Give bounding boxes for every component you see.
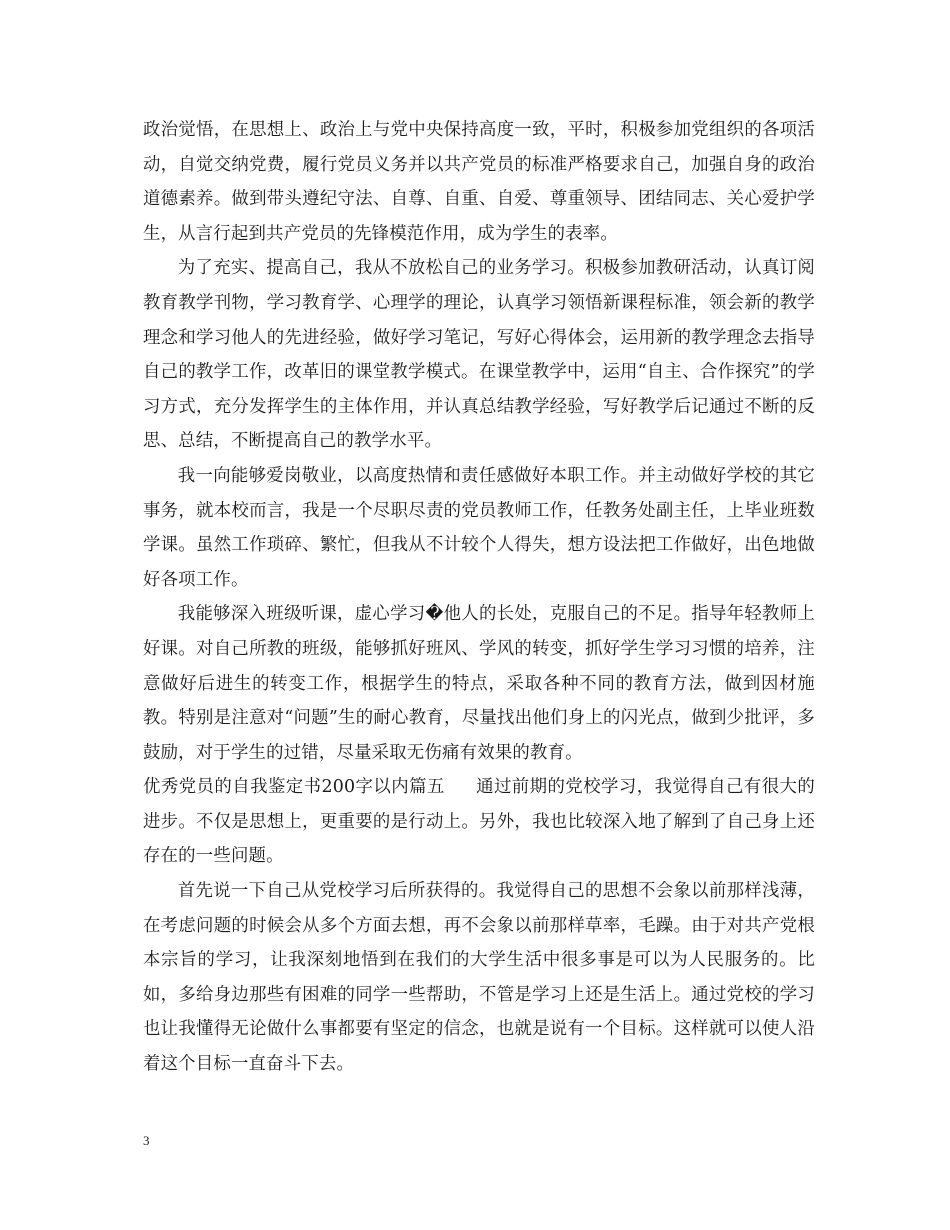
paragraph-3: 我一向能够爱岗敬业，以高度热情和责任感做好本职工作。并主动做好学校的其它事务，就本校而言，我是一个尽职尽责的党员教师工作，任教务处副主任，上毕业班数学课。虽然工作琐碎、繁忙，但我从不计较个人得失，想方设法把工作做好，出色地做好各项工作。 bbox=[143, 465, 815, 590]
page-number: 3 bbox=[143, 1133, 150, 1148]
paragraph-5-text: 通过前期的党校学习，我觉得自己有很大的进步。不仅是思想上，更重要的是行动上。另外，我也比较深入地了解到了自己身上还存在的一些问题。 bbox=[143, 777, 815, 867]
paragraph-5 bbox=[143, 770, 815, 874]
section-title: 优秀党员的自我鉴定书200字以内篇五 bbox=[143, 777, 445, 798]
document-body bbox=[143, 113, 815, 1082]
paragraph-1: 政治觉悟，在思想上、政治上与党中央保持高度一致，平时，积极参加党组织的各项活动，自觉交纳党费，履行党员义务并以共产党员的标准严格要求自己，加强自身的政治道德素养。做到带头遵纪守法、自尊、自重、自爱、尊重领导、团结同志、关心爱护学生，从言行起到共产党员的先锋模范作用，成为学生的表率。 bbox=[143, 120, 815, 244]
paragraph-2: 为了充实、提高自己，我从不放松自己的业务学习。积极参加教研活动，认真订阅教育教学刊物，学习教育学、心理学的理论，认真学习领悟新课程标准，领会新的教学理念和学习他人的先进经验，做好学习笔记，写好心得体会，运用新的教学理念去指导自己的教学工作，改革旧的课堂教学模式。在课堂教学中，运用“自主、合作探究”的学习方式，充分发挥学生的主体作用，并认真总结教学经验，写好教学后记通过不断的反思、总结，不断提高自己的教学水平。 bbox=[143, 258, 815, 452]
paragraph-6: 首先说一下自己从党校学习后所获得的。我觉得自己的思想不会象以前那样浅薄，在考虑问题的时候会从多个方面去想，再不会象以前那样草率，毛躁。由于对共产党根本宗旨的学习，让我深刻地悟到在我们的大学生活中很多事是可以为人民服务的。比如，多给身边那些有困难的同学一些帮助，不管是学习上还是生活上。通过党校的学习也让我懂得无论做什么事都要有坚定的信念，也就是说有一个目标。这样就可以使人沿着这个目标一直奋斗下去。 bbox=[143, 881, 815, 1075]
paragraph-4: 我能够深入班级听课，虚心学习�他人的长处，克服自己的不足。指导年轻教师上好课。对自己所教的班级，能够抓好班风、学风的转变，抓好学生学习习惯的培养，注意做好后进生的转变工作，根据学生的特点，采取各种不同的教育方法，做到因材施教。特别是注意对“问题”生的耐心教育，尽量找出他们身上的闪光点，做到少批评，多鼓励，对于学生的过错，尽量采取无伤痛有效果的教育。 bbox=[143, 604, 815, 763]
